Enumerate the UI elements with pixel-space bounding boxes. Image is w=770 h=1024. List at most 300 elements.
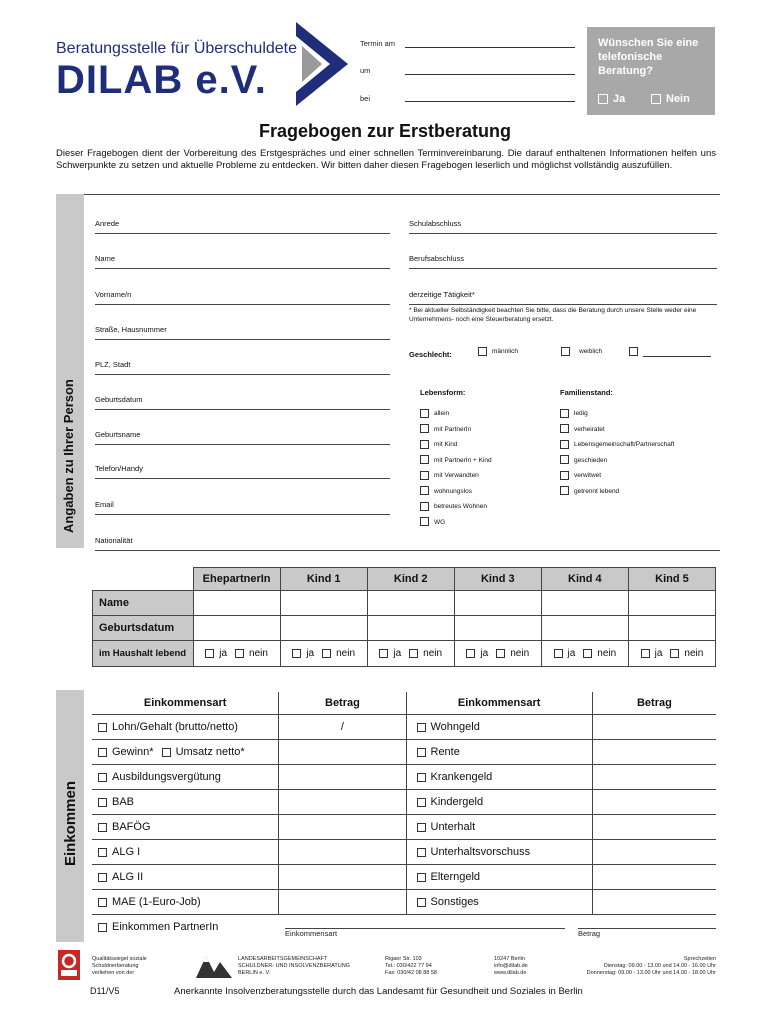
- income-betrag-cell[interactable]: [279, 840, 406, 865]
- lag-line: LANDESARBEITSGEMEINSCHAFT: [238, 956, 328, 962]
- household-birth-row: [93, 616, 716, 641]
- field-label: Berufsabschluss: [409, 254, 465, 263]
- lebensform-option[interactable]: [420, 499, 492, 515]
- row-label-im-haushalt: im Haushalt lebend: [93, 641, 194, 667]
- income-left-option[interactable]: [98, 721, 278, 733]
- lebensform-option[interactable]: [420, 468, 492, 484]
- person-section-label: Angaben zu Ihrer Person: [61, 379, 76, 533]
- income-betrag-cell[interactable]: [279, 815, 406, 840]
- birth-cell[interactable]: [628, 616, 715, 641]
- hours-line: Donnerstag: 09.00 - 13.00 Uhr und 14.00 - 18.00 Uhr: [586, 970, 716, 976]
- checkbox-icon: [598, 94, 608, 104]
- logo-title: DILAB e.V.: [56, 58, 267, 102]
- lag-logo-icon: [194, 950, 234, 980]
- form-code: D11/V5: [90, 986, 120, 996]
- termin-label: Termin am: [360, 39, 396, 48]
- bei-label: bei: [360, 94, 371, 103]
- haushalt-ja-option[interactable]: [379, 648, 401, 659]
- lebensform-option-label: WG: [434, 518, 446, 526]
- um-field[interactable]: [405, 74, 575, 75]
- income-betrag-cell[interactable]: [279, 740, 406, 765]
- haushalt-cell: [193, 641, 280, 667]
- income-left-option-label: ALG I: [112, 846, 141, 858]
- phone-no-option[interactable]: [651, 93, 690, 105]
- field-label: Geburtsname: [95, 430, 141, 439]
- lebensform-option[interactable]: [420, 437, 492, 453]
- umsatz-option-label: Umsatz netto*: [175, 746, 245, 758]
- lebensform-option[interactable]: [420, 484, 492, 500]
- name-cell[interactable]: [454, 591, 541, 616]
- checkbox-icon: [560, 440, 569, 449]
- address-text: [385, 956, 437, 977]
- income-right-option[interactable]: [417, 771, 592, 783]
- field-label: Geburtsdatum: [95, 395, 143, 404]
- income-body: [92, 715, 716, 915]
- partner-art-field[interactable]: [285, 916, 565, 929]
- contact-line[interactable]: www.dilab.de: [494, 970, 527, 976]
- field-label: Email: [95, 500, 114, 509]
- lebensform-option-label: wohnungslos: [434, 487, 472, 495]
- checkbox-icon: [98, 723, 107, 732]
- checkbox-icon: [98, 823, 107, 832]
- field-label: Schulabschluss: [409, 219, 462, 228]
- income-art-cell: [92, 890, 279, 915]
- haushalt-cell: [628, 641, 715, 667]
- income-row: [92, 840, 716, 865]
- siegel-line: Qualitätssiegel soziale: [92, 956, 147, 962]
- income-betrag-cell[interactable]: [592, 740, 716, 765]
- gewinn-option[interactable]: [98, 746, 154, 758]
- checkbox-icon: [417, 823, 426, 832]
- lebensform-option-label: betreutes Wohnen: [434, 503, 487, 510]
- field-3[interactable]: [95, 325, 390, 340]
- familienstand-options: [560, 406, 674, 499]
- income-right-option[interactable]: [417, 796, 592, 808]
- partner-betrag-field[interactable]: [578, 916, 716, 929]
- haushalt-nein-option-label: nein: [510, 648, 530, 659]
- checkbox-icon: [162, 748, 171, 757]
- income-art-cell: [406, 790, 592, 815]
- checkbox-icon: [554, 649, 563, 658]
- checkbox-icon: [98, 848, 107, 857]
- haushalt-cell: [541, 641, 628, 667]
- income-right-option-label: Wohngeld: [430, 721, 480, 733]
- lebensform-option-label: mit PartnerIn: [434, 425, 472, 433]
- contact-line: 10247 Berlin: [494, 956, 525, 962]
- hours-line: Dienstag: 09.00 - 13.00 und 14.00 - 16.00 Uhr: [603, 963, 716, 969]
- field-9[interactable]: [95, 536, 720, 551]
- income-betrag-cell[interactable]: [279, 765, 406, 790]
- household-table: [92, 567, 716, 667]
- haushalt-cell: [367, 641, 454, 667]
- col-ehepartner: EhepartnerIn: [193, 568, 280, 591]
- partner-income-row: [92, 916, 716, 942]
- income-right-option-label: Elterngeld: [430, 871, 481, 883]
- income-art-cell: [92, 840, 279, 865]
- checkbox-icon: [417, 773, 426, 782]
- checkbox-icon: [420, 440, 429, 449]
- gender-male-option[interactable]: [478, 344, 518, 360]
- right-field-0[interactable]: [409, 219, 717, 234]
- income-left-option[interactable]: [98, 871, 278, 883]
- income-betrag-cell[interactable]: [592, 765, 716, 790]
- income-betrag-cell[interactable]: [279, 890, 406, 915]
- income-betrag-cell[interactable]: [592, 715, 716, 740]
- haushalt-ja-option-label: ja: [306, 648, 315, 659]
- checkbox-icon: [205, 649, 214, 658]
- income-betrag-cell[interactable]: [592, 815, 716, 840]
- siegel-line: Schuldnerberatung: [92, 963, 139, 969]
- income-right-option-label: Kindergeld: [430, 796, 484, 808]
- checkbox-icon: [420, 486, 429, 495]
- checkbox-icon: [98, 873, 107, 882]
- hours-text: [560, 956, 716, 977]
- haushalt-ja-option[interactable]: [641, 648, 663, 659]
- right-field-2[interactable]: [409, 290, 717, 305]
- gewinn-option-label: Gewinn*: [112, 746, 154, 758]
- income-row: [92, 890, 716, 915]
- field-label: Telefon/Handy: [95, 464, 143, 473]
- partner-betrag-label: Betrag: [578, 929, 601, 938]
- name-cell[interactable]: [193, 591, 280, 616]
- income-section-label: Einkommen: [62, 780, 79, 866]
- haushalt-ja-option[interactable]: [466, 648, 488, 659]
- phone-consult-box: [587, 27, 715, 115]
- income-betrag-cell[interactable]: [279, 865, 406, 890]
- familienstand-option-label: Lebensgemeinschaft/Partnerschaft: [574, 441, 675, 448]
- checkbox-icon: [98, 898, 107, 907]
- um-label: um: [360, 66, 371, 75]
- income-right-option-label: Unterhalt: [430, 821, 476, 833]
- household-name-row: [93, 591, 716, 616]
- haushalt-ja-option-label: ja: [393, 648, 402, 659]
- checkbox-icon: [560, 486, 569, 495]
- income-table: [92, 692, 716, 915]
- income-betrag-cell[interactable]: [592, 865, 716, 890]
- income-art-cell: [92, 740, 279, 765]
- gender-other-field[interactable]: [643, 345, 711, 357]
- haushalt-ja-option[interactable]: [554, 648, 576, 659]
- haushalt-nein-option[interactable]: [322, 648, 355, 659]
- lebensform-option-label: mit PartnerIn + Kind: [434, 456, 492, 464]
- income-art-cell: [406, 715, 592, 740]
- income-art-cell: [92, 715, 279, 740]
- checkbox-icon: [560, 409, 569, 418]
- checkbox-icon: [235, 649, 244, 658]
- checkbox-icon: [322, 649, 331, 658]
- name-cell[interactable]: [628, 591, 715, 616]
- checkbox-icon: [409, 649, 418, 658]
- haushalt-nein-option[interactable]: [235, 648, 268, 659]
- partner-income-label: Einkommen PartnerIn: [112, 921, 219, 933]
- income-left-option[interactable]: [98, 821, 278, 833]
- income-art-cell: [92, 815, 279, 840]
- address-line: Rigaer Str. 103: [385, 956, 422, 962]
- haushalt-nein-option-label: nein: [336, 648, 356, 659]
- intro-text: Dieser Fragebogen dient der Vorbereitung des Erstgespräches und einer schnellen Terminvereinbarung. Die darauf enthaltenen Informationen helfen uns Schwerpunkte zu setzen und aktuelle Probleme zu entdecken. Wir bitten daher diesen Fragebogen leserlich und möglichst vollständig auszufüllen.: [56, 148, 716, 171]
- right-field-1[interactable]: [409, 254, 717, 269]
- lag-line: BERLIN e. V.: [238, 970, 271, 976]
- gender-female-option[interactable]: [561, 344, 602, 360]
- col-kind-4: Kind 4: [541, 568, 628, 591]
- birth-cell[interactable]: [454, 616, 541, 641]
- lebensform-option-label: mit Verwandten: [434, 472, 479, 479]
- income-row: [92, 715, 716, 740]
- name-cell[interactable]: [280, 591, 367, 616]
- haushalt-ja-option-label: ja: [654, 648, 663, 659]
- income-art-cell: [406, 890, 592, 915]
- income-right-option[interactable]: [417, 821, 592, 833]
- income-row: [92, 815, 716, 840]
- address-line: Tel.: 030/422 77 94: [385, 963, 432, 969]
- income-right-option-label: Unterhaltsvorschuss: [430, 846, 531, 858]
- gender-male-label: männlich: [492, 348, 519, 355]
- checkbox-icon: [560, 455, 569, 464]
- familienstand-option[interactable]: [560, 406, 674, 422]
- income-left-option-label: ALG II: [112, 871, 144, 883]
- phone-yes-label: Ja: [613, 93, 626, 105]
- checkbox-icon: [417, 873, 426, 882]
- familienstand-option-label: verwitwet: [574, 472, 602, 479]
- lebensform-options: [420, 406, 492, 530]
- haushalt-nein-option[interactable]: [670, 648, 703, 659]
- haushalt-ja-option-label: ja: [480, 648, 489, 659]
- income-head-betrag-right: Betrag: [592, 692, 716, 715]
- income-left-option-label: MAE (1-Euro-Job): [112, 896, 201, 908]
- checkbox-icon: [379, 649, 388, 658]
- income-art-cell: [406, 765, 592, 790]
- address-line: Fax: 030/42 08 88 58: [385, 970, 437, 976]
- hours-line: Sprechzeiten: [683, 956, 716, 962]
- bei-field[interactable]: [405, 101, 575, 102]
- birth-cell[interactable]: [193, 616, 280, 641]
- income-right-option[interactable]: [417, 896, 592, 908]
- familienstand-option[interactable]: [560, 437, 674, 453]
- field-5[interactable]: [95, 395, 390, 410]
- income-art-cell: [406, 815, 592, 840]
- field-1[interactable]: [95, 254, 390, 269]
- income-header-row: [92, 692, 716, 715]
- checkbox-icon: [466, 649, 475, 658]
- haushalt-ja-option[interactable]: [292, 648, 314, 659]
- phone-no-label: Nein: [666, 93, 690, 105]
- income-betrag-cell[interactable]: [279, 790, 406, 815]
- field-label: Nationalität: [95, 536, 133, 545]
- checkbox-icon: [98, 798, 107, 807]
- person-section-top-border: [84, 194, 720, 195]
- income-art-cell: [406, 840, 592, 865]
- umsatz-option[interactable]: [162, 746, 245, 758]
- income-row: [92, 790, 716, 815]
- row-label-name: Name: [93, 591, 194, 616]
- field-label: PLZ, Stadt: [95, 360, 131, 369]
- field-8[interactable]: [95, 500, 390, 515]
- col-kind-2: Kind 2: [367, 568, 454, 591]
- income-head-betrag-left: Betrag: [279, 692, 406, 715]
- income-right-option-label: Rente: [430, 746, 460, 758]
- field-label: Anrede: [95, 219, 120, 228]
- income-row: [92, 765, 716, 790]
- gender-female-label: weiblich: [579, 348, 603, 355]
- haushalt-nein-option[interactable]: [583, 648, 616, 659]
- field-0[interactable]: [95, 219, 390, 234]
- birth-cell[interactable]: [367, 616, 454, 641]
- income-right-option-label: Sonstiges: [430, 896, 479, 908]
- haushalt-nein-option-label: nein: [597, 648, 617, 659]
- checkbox-icon: [420, 502, 429, 511]
- income-betrag-cell[interactable]: [592, 790, 716, 815]
- checkbox-icon: [420, 517, 429, 526]
- haushalt-cell: [454, 641, 541, 667]
- field-label: derzeitige Tätigkeit*: [409, 290, 475, 299]
- household-header-row: [93, 568, 716, 591]
- checkbox-icon: [478, 347, 487, 356]
- income-left-option[interactable]: [98, 796, 278, 808]
- name-cell[interactable]: [541, 591, 628, 616]
- checkbox-icon: [420, 409, 429, 418]
- lebensform-option[interactable]: [420, 406, 492, 422]
- income-left-option-label: Lohn/Gehalt (brutto/netto): [112, 721, 238, 733]
- birth-cell[interactable]: [541, 616, 628, 641]
- haushalt-nein-option[interactable]: [496, 648, 529, 659]
- name-cell[interactable]: [367, 591, 454, 616]
- partner-income-option[interactable]: [98, 920, 218, 936]
- haushalt-nein-option-label: nein: [249, 648, 268, 659]
- field-6[interactable]: [95, 430, 390, 445]
- checkbox-icon: [670, 649, 679, 658]
- income-right-option[interactable]: [417, 746, 592, 758]
- income-left-option-label: BAFÖG: [112, 821, 151, 833]
- field-2[interactable]: [95, 290, 390, 305]
- contact-line[interactable]: info@dilab.de: [494, 963, 528, 969]
- logo-arrow-icon: [294, 20, 350, 108]
- col-kind-1: Kind 1: [280, 568, 367, 591]
- col-kind-3: Kind 3: [454, 568, 541, 591]
- familienstand-option[interactable]: [560, 453, 674, 469]
- checkbox-icon: [98, 773, 107, 782]
- col-kind-5: Kind 5: [628, 568, 715, 591]
- lebensform-option-label: allein: [434, 410, 450, 417]
- income-right-option-label: Krankengeld: [430, 771, 493, 783]
- familienstand-label: Familienstand:: [560, 388, 613, 397]
- haushalt-nein-option[interactable]: [409, 648, 442, 659]
- income-art-cell: [406, 740, 592, 765]
- self-employed-note: * Bei aktueller Selbständigkeit beachten Sie bitte, dass die Beratung durch unsere Stelle weder eine Unternehmens- noch eine Steuerberatung ersetzt.: [409, 307, 697, 323]
- termin-field[interactable]: [405, 47, 575, 48]
- familienstand-option-label: ledig: [574, 410, 588, 417]
- field-7[interactable]: [95, 464, 390, 479]
- haushalt-ja-option-label: ja: [219, 648, 228, 659]
- checkbox-icon: [98, 923, 107, 932]
- lebensform-label: Lebensform:: [420, 388, 466, 397]
- income-right-option[interactable]: [417, 721, 592, 733]
- haushalt-nein-option-label: nein: [684, 648, 704, 659]
- checkbox-icon: [98, 748, 107, 757]
- income-art-cell: [92, 865, 279, 890]
- geschlecht-label: Geschlecht:: [409, 350, 452, 359]
- household-living-row: [93, 641, 716, 667]
- phone-consult-text: Wünschen Sie eine telefonische Beratung?: [598, 37, 699, 77]
- field-label: Straße, Hausnummer: [95, 325, 167, 334]
- checkbox-icon: [417, 723, 426, 732]
- checkbox-icon: [641, 649, 650, 658]
- haushalt-nein-option-label: nein: [423, 648, 443, 659]
- field-4[interactable]: [95, 360, 390, 375]
- row-label-geburtsdatum: Geburtsdatum: [93, 616, 194, 641]
- familienstand-option[interactable]: [560, 422, 674, 438]
- income-left-option[interactable]: [98, 846, 278, 858]
- familienstand-option[interactable]: [560, 484, 674, 500]
- income-left-option-label: Ausbildungsvergütung: [112, 771, 221, 783]
- qualitaetssiegel-icon: [58, 950, 80, 980]
- checkbox-icon: [420, 471, 429, 480]
- field-label: Name: [95, 254, 116, 263]
- income-betrag-cell[interactable]: /: [279, 715, 406, 740]
- checkbox-icon: [420, 424, 429, 433]
- contact-text: [494, 956, 528, 977]
- checkbox-icon: [420, 455, 429, 464]
- income-row: [92, 740, 716, 765]
- income-art-cell: [92, 790, 279, 815]
- lag-text: [238, 956, 350, 977]
- income-head-art-right: Einkommensart: [406, 692, 592, 715]
- checkbox-icon: [417, 798, 426, 807]
- income-right-option[interactable]: [417, 846, 592, 858]
- familienstand-option[interactable]: [560, 468, 674, 484]
- lebensform-option[interactable]: [420, 453, 492, 469]
- income-row: [92, 865, 716, 890]
- checkbox-icon: [417, 898, 426, 907]
- siegel-text: [92, 956, 147, 977]
- familienstand-option-label: geschieden: [574, 456, 608, 464]
- income-head-art-left: Einkommensart: [92, 692, 279, 715]
- familienstand-option-label: verheiratet: [574, 425, 605, 433]
- haushalt-ja-option[interactable]: [205, 648, 227, 659]
- logo-subtitle: Beratungsstelle für Überschuldete: [56, 40, 298, 57]
- checkbox-icon: [560, 471, 569, 480]
- income-betrag-cell[interactable]: [592, 890, 716, 915]
- income-betrag-cell[interactable]: [592, 840, 716, 865]
- recognition-text: Anerkannte Insolvenzberatungsstelle durch das Landesamt für Gesundheit und Soziales in Berlin: [174, 986, 583, 997]
- partner-art-label: Einkommensart: [285, 929, 338, 938]
- field-label: Vorname/n: [95, 290, 132, 299]
- lebensform-option[interactable]: [420, 515, 492, 531]
- gender-other-option[interactable]: [629, 344, 711, 360]
- checkbox-icon: [560, 424, 569, 433]
- phone-yes-option[interactable]: [598, 93, 625, 105]
- checkbox-icon: [496, 649, 505, 658]
- familienstand-option-label: getrennt lebend: [574, 487, 620, 495]
- page-title: Fragebogen zur Erstberatung: [258, 121, 512, 141]
- income-left-option[interactable]: [98, 771, 278, 783]
- birth-cell[interactable]: [280, 616, 367, 641]
- checkbox-icon: [292, 649, 301, 658]
- checkbox-icon: [417, 748, 426, 757]
- checkbox-icon: [417, 848, 426, 857]
- income-right-option[interactable]: [417, 871, 592, 883]
- income-art-cell: [92, 765, 279, 790]
- siegel-line: verliehen von der: [92, 970, 135, 976]
- income-left-option[interactable]: [98, 896, 278, 908]
- lebensform-option-label: mit Kind: [434, 441, 458, 448]
- lebensform-option[interactable]: [420, 422, 492, 438]
- income-left-option-label: BAB: [112, 796, 135, 808]
- income-art-cell: [406, 865, 592, 890]
- checkbox-icon: [651, 94, 661, 104]
- checkbox-icon: [629, 347, 638, 356]
- household-corner-cell: [93, 568, 194, 591]
- haushalt-ja-option-label: ja: [567, 648, 576, 659]
